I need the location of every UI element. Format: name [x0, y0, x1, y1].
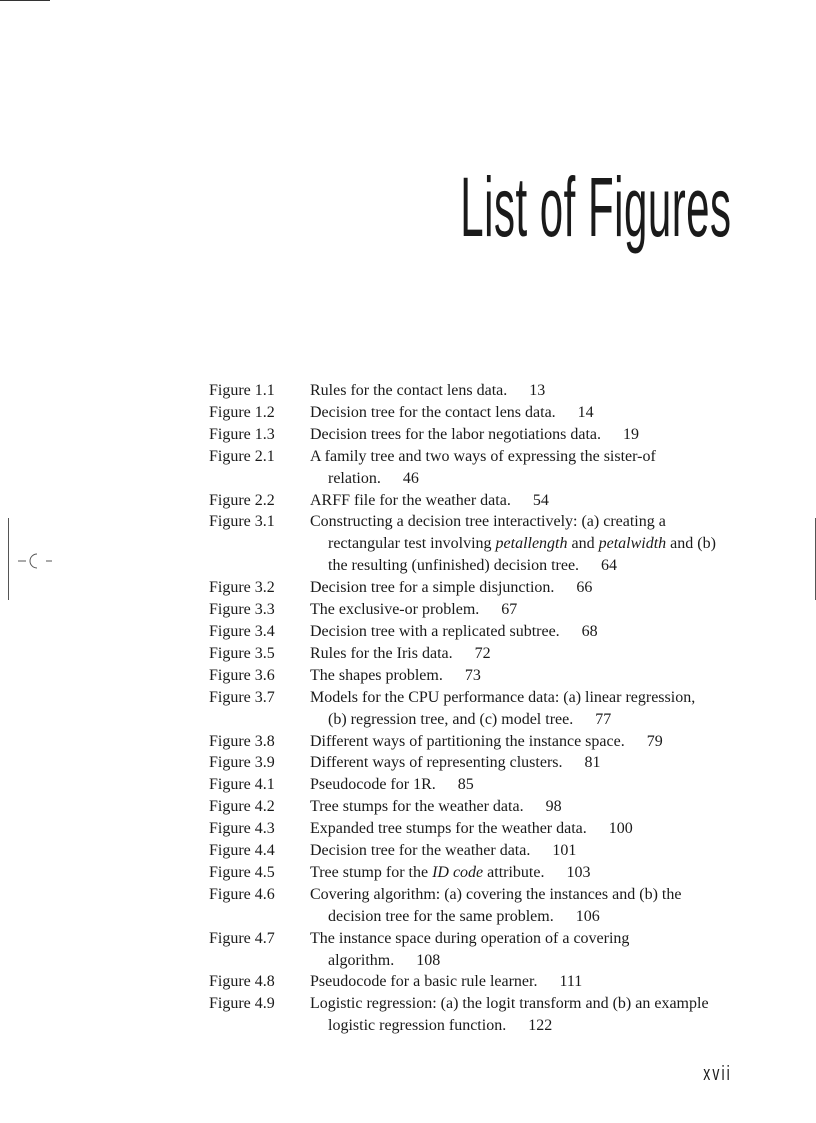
caption-text: The shapes problem.: [310, 666, 443, 684]
caption-text: decision tree for the same problem.: [328, 907, 554, 925]
caption-line: [310, 643, 749, 665]
figure-caption: [310, 511, 749, 577]
caption-line: [310, 665, 749, 687]
figure-number: Figure 4.3: [209, 820, 275, 838]
caption-line: [310, 950, 749, 972]
figure-number: Figure 4.2: [209, 798, 275, 816]
figure-entry: [209, 599, 749, 621]
caption-line: [310, 555, 749, 577]
figure-entry: [209, 731, 749, 753]
figure-number: Figure 3.6: [209, 666, 275, 684]
caption-text: Pseudocode for 1R.: [310, 776, 436, 794]
figure-entry: [209, 752, 749, 774]
caption-text: The exclusive-or problem.: [310, 601, 480, 619]
figure-caption: [310, 731, 749, 753]
caption-text: Pseudocode for a basic rule learner.: [310, 973, 538, 991]
caption-italic-term: petallength: [495, 535, 568, 553]
figure-page-number: 13: [529, 382, 546, 399]
figure-caption: [310, 840, 749, 862]
page-title: List of Figures: [460, 160, 732, 254]
figure-page-number: 46: [402, 469, 419, 487]
figure-number: Figure 4.1: [209, 776, 275, 794]
figure-caption: [310, 687, 749, 731]
caption-text: Different ways of partitioning the instance space.: [310, 732, 625, 750]
figure-page-number: 79: [646, 732, 663, 750]
caption-text: Models for the CPU performance data: (a) linear regression,: [310, 688, 696, 706]
figure-caption: [310, 402, 749, 424]
figure-page-number: 108: [416, 951, 441, 969]
figure-caption: [310, 424, 749, 446]
caption-line: [310, 533, 749, 555]
figure-number: Figure 3.5: [209, 644, 275, 662]
figure-number: Figure 4.7: [209, 929, 275, 947]
caption-line: [310, 511, 749, 533]
caption-line: [310, 687, 749, 709]
figure-caption: [310, 993, 749, 1037]
figure-number: Figure 4.5: [209, 863, 275, 881]
figure-caption: [310, 599, 749, 621]
caption-line: [310, 446, 749, 468]
caption-line: [310, 1015, 749, 1037]
figure-page-number: 14: [577, 403, 594, 421]
figure-number: Figure 2.1: [209, 447, 275, 465]
figure-entry: [209, 840, 749, 862]
figure-caption: [310, 665, 749, 687]
figure-entry: [209, 490, 749, 512]
figure-entry: [209, 424, 749, 446]
caption-line: [310, 731, 749, 753]
caption-text: Decision tree for the contact lens data.: [310, 403, 556, 421]
figure-page-number: 122: [528, 1017, 553, 1035]
caption-text: Decision tree for the weather data.: [310, 842, 531, 860]
figure-number: Figure 3.3: [209, 601, 275, 619]
caption-text: Rules for the Iris data.: [310, 644, 453, 662]
caption-line: [310, 862, 749, 884]
figure-entry: [209, 402, 749, 424]
figure-page-number: 100: [608, 820, 633, 838]
caption-line: [310, 380, 749, 402]
figure-caption: [310, 774, 749, 796]
figure-page-number: 68: [581, 622, 598, 640]
figure-caption: [310, 884, 749, 928]
caption-text: Constructing a decision tree interactively: (a) creating a: [310, 513, 666, 531]
caption-line: [310, 577, 749, 599]
figure-number: Figure 3.4: [209, 622, 275, 640]
figure-caption: [310, 643, 749, 665]
caption-line: [310, 818, 749, 840]
figure-number: Figure 4.9: [209, 995, 275, 1013]
caption-line: [310, 490, 749, 512]
caption-line: [310, 840, 749, 862]
figure-caption: [310, 818, 749, 840]
figure-entry: [209, 993, 749, 1037]
caption-text: (b) regression tree, and (c) model tree.: [328, 710, 574, 728]
figure-entry: [209, 577, 749, 599]
figure-entry: [209, 643, 749, 665]
figure-caption: [310, 621, 749, 643]
figure-page-number: 111: [559, 973, 583, 991]
page-number: xvii: [703, 1063, 732, 1085]
figure-entry: [209, 687, 749, 731]
caption-line: [310, 709, 749, 731]
figure-page-number: 103: [566, 863, 591, 881]
caption-text: rectangular test involving: [328, 535, 496, 553]
figure-page-number: 73: [464, 666, 481, 684]
caption-text: Rules for the contact lens data.: [310, 382, 508, 399]
figure-page-number: 98: [545, 798, 562, 816]
caption-line: [310, 993, 749, 1015]
figure-page-number: 101: [552, 842, 577, 860]
registration-mark: [18, 552, 54, 570]
figure-caption: [310, 380, 749, 402]
caption-line: [310, 599, 749, 621]
caption-line: [310, 906, 749, 928]
caption-text: and (b): [666, 535, 716, 553]
figure-caption: [310, 490, 749, 512]
figure-page-number: 19: [623, 425, 640, 443]
margin-mark-left: [8, 518, 9, 600]
caption-text: attribute.: [483, 863, 545, 881]
caption-italic-term: petalwidth: [598, 535, 667, 553]
figure-page-number: 72: [474, 644, 491, 662]
caption-text: the resulting (unfinished) decision tree.: [328, 557, 580, 575]
caption-text: Tree stumps for the weather data.: [310, 798, 524, 816]
figure-caption: [310, 862, 749, 884]
caption-text: The instance space during operation of a covering: [310, 929, 630, 947]
figure-caption: [310, 446, 749, 490]
figure-caption: [310, 796, 749, 818]
figure-number: Figure 1.3: [209, 425, 275, 443]
caption-text: Decision tree with a replicated subtree.: [310, 622, 560, 640]
figure-number: Figure 3.7: [209, 688, 275, 706]
caption-text: ARFF file for the weather data.: [310, 491, 511, 509]
figure-number: Figure 1.2: [209, 403, 275, 421]
figure-entry: [209, 446, 749, 490]
figure-number: Figure 4.4: [209, 842, 275, 860]
figure-number: Figure 3.1: [209, 513, 275, 531]
caption-line: [310, 424, 749, 446]
caption-text: Expanded tree stumps for the weather data.: [310, 820, 587, 838]
figure-page-number: 54: [532, 491, 549, 509]
caption-text: relation.: [328, 469, 381, 487]
figure-number: Figure 3.9: [209, 754, 275, 772]
figure-number: Figure 3.8: [209, 732, 275, 750]
caption-text: logistic regression function.: [328, 1017, 507, 1035]
figure-entry: [209, 774, 749, 796]
figure-page-number: 67: [501, 601, 518, 619]
figure-entry: [209, 862, 749, 884]
crop-mark-top: [0, 0, 50, 1]
figure-entry: [209, 884, 749, 928]
figure-page-number: 81: [584, 754, 601, 772]
caption-text: Different ways of representing clusters.: [310, 754, 563, 772]
figure-page-number: 106: [575, 907, 600, 925]
figure-caption: [310, 752, 749, 774]
figure-entry: [209, 511, 749, 577]
figure-number: Figure 2.2: [209, 491, 275, 509]
caption-line: [310, 402, 749, 424]
caption-line: [310, 971, 749, 993]
caption-text: and: [567, 535, 599, 553]
caption-text: Covering algorithm: (a) covering the instances and (b) the: [310, 885, 682, 903]
figure-entry: [209, 818, 749, 840]
caption-line: [310, 774, 749, 796]
figure-entry: [209, 621, 749, 643]
figure-page-number: 85: [457, 776, 474, 794]
figure-caption: [310, 577, 749, 599]
caption-text: Tree stump for the: [310, 863, 433, 881]
figure-entry: [209, 665, 749, 687]
figure-list: [209, 380, 749, 1037]
caption-line: [310, 468, 749, 490]
figure-number: Figure 4.6: [209, 885, 275, 903]
caption-line: [310, 928, 749, 950]
caption-text: Decision trees for the labor negotiations data.: [310, 425, 602, 443]
figure-entry: [209, 928, 749, 972]
figure-page-number: 66: [576, 579, 593, 597]
caption-text: algorithm.: [328, 951, 395, 969]
figure-number: Figure 3.2: [209, 579, 275, 597]
figure-caption: [310, 928, 749, 972]
figure-caption: [310, 971, 749, 993]
figure-entry: [209, 380, 749, 402]
caption-line: [310, 884, 749, 906]
caption-line: [310, 752, 749, 774]
caption-line: [310, 621, 749, 643]
figure-number: Figure 4.8: [209, 973, 275, 991]
caption-line: [310, 796, 749, 818]
caption-text: Decision tree for a simple disjunction.: [310, 579, 555, 597]
caption-italic-term: ID code: [432, 863, 484, 881]
caption-text: A family tree and two ways of expressing the sister-of: [310, 447, 656, 465]
figure-entry: [209, 971, 749, 993]
figure-entry: [209, 796, 749, 818]
figure-number: Figure 1.1: [209, 382, 275, 399]
caption-text: Logistic regression: (a) the logit transform and (b) an example: [310, 995, 709, 1013]
figure-page-number: 77: [595, 710, 612, 728]
figure-page-number: 64: [601, 557, 618, 575]
